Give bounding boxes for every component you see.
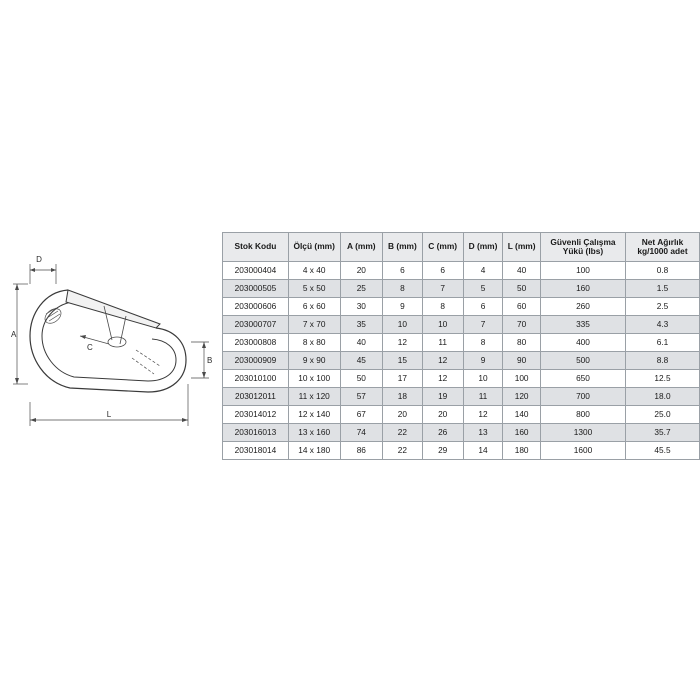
table-cell: 4.3 <box>625 316 699 334</box>
section-hatch <box>42 306 64 327</box>
table-cell: 160 <box>540 280 625 298</box>
col-header-olcu: Ölçü (mm) <box>288 233 340 262</box>
table-cell: 9 x 90 <box>288 352 340 370</box>
table-header-row <box>223 233 700 262</box>
table-cell: 6 <box>463 298 503 316</box>
table-cell: 1300 <box>540 424 625 442</box>
table-cell: 2.5 <box>625 298 699 316</box>
label-d: D <box>36 255 42 264</box>
col-header-guvenli-line1: Güvenli Çalışma <box>550 236 616 247</box>
table-cell: 5 <box>463 280 503 298</box>
table-cell: 20 <box>340 262 383 280</box>
table-cell: 800 <box>540 406 625 424</box>
table-cell: 20 <box>383 406 423 424</box>
table-cell: 70 <box>503 316 541 334</box>
table-cell: 203000707 <box>223 316 289 334</box>
dim-a-arrow-top <box>15 284 19 290</box>
table-cell: 4 <box>463 262 503 280</box>
table-cell: 74 <box>340 424 383 442</box>
table-cell: 35.7 <box>625 424 699 442</box>
label-c: C <box>87 343 93 352</box>
table-cell: 203014012 <box>223 406 289 424</box>
table-cell: 40 <box>503 262 541 280</box>
table-cell: 100 <box>503 370 541 388</box>
table-row <box>223 262 700 280</box>
dim-b-arrow-bottom <box>202 372 206 378</box>
table-cell: 10 <box>422 316 463 334</box>
table-cell: 12.5 <box>625 370 699 388</box>
table-cell: 45 <box>340 352 383 370</box>
table-cell: 50 <box>503 280 541 298</box>
table-row <box>223 424 700 442</box>
table-cell: 10 <box>463 370 503 388</box>
col-header-agirlik-line2: kg/1000 adet <box>637 246 688 256</box>
table-cell: 120 <box>503 388 541 406</box>
table-cell: 11 <box>463 388 503 406</box>
table-cell: 14 <box>463 442 503 460</box>
table-cell: 60 <box>503 298 541 316</box>
table-cell: 1600 <box>540 442 625 460</box>
col-header-l: L (mm) <box>503 233 541 262</box>
table-cell: 203016013 <box>223 424 289 442</box>
table-cell: 7 x 70 <box>288 316 340 334</box>
col-header-c: C (mm) <box>422 233 463 262</box>
table-cell: 13 x 160 <box>288 424 340 442</box>
table-cell: 8.8 <box>625 352 699 370</box>
table-row <box>223 388 700 406</box>
hook-gate <box>66 290 160 328</box>
table-cell: 500 <box>540 352 625 370</box>
table-cell: 18 <box>383 388 423 406</box>
snap-hook-drawing-svg <box>8 232 214 456</box>
table-cell: 15 <box>383 352 423 370</box>
spec-table <box>222 232 700 460</box>
table-cell: 14 x 180 <box>288 442 340 460</box>
table-row <box>223 370 700 388</box>
table-cell: 57 <box>340 388 383 406</box>
table-cell: 6 x 60 <box>288 298 340 316</box>
table-cell: 0.8 <box>625 262 699 280</box>
table-cell: 25 <box>340 280 383 298</box>
table-cell: 19 <box>422 388 463 406</box>
gate-dash-1 <box>136 350 160 366</box>
table-cell: 203010100 <box>223 370 289 388</box>
table-cell: 203000808 <box>223 334 289 352</box>
table-cell: 22 <box>383 424 423 442</box>
table-cell: 140 <box>503 406 541 424</box>
table-cell: 203000505 <box>223 280 289 298</box>
table-cell: 30 <box>340 298 383 316</box>
label-b: B <box>207 356 213 365</box>
table-cell: 11 <box>422 334 463 352</box>
table-cell: 6 <box>422 262 463 280</box>
table-cell: 12 <box>383 334 423 352</box>
table-cell: 22 <box>383 442 423 460</box>
table-cell: 9 <box>383 298 423 316</box>
table-cell: 400 <box>540 334 625 352</box>
table-cell: 203018014 <box>223 442 289 460</box>
col-header-agirlik-line1: Net Ağırlık <box>641 236 684 247</box>
dim-d-arrow-right <box>51 268 56 272</box>
table-row <box>223 280 700 298</box>
table-cell: 12 <box>422 370 463 388</box>
table-cell: 4 x 40 <box>288 262 340 280</box>
table-cell: 29 <box>422 442 463 460</box>
table-cell: 203000909 <box>223 352 289 370</box>
table-cell: 9 <box>463 352 503 370</box>
table-cell: 260 <box>540 298 625 316</box>
col-header-net-agirlik <box>625 233 699 262</box>
col-header-a: A (mm) <box>340 233 383 262</box>
dim-d-arrow-left <box>30 268 35 272</box>
gate-hinge <box>108 337 126 347</box>
dim-a-arrow-bottom <box>15 378 19 384</box>
table-cell: 40 <box>340 334 383 352</box>
table-cell: 26 <box>422 424 463 442</box>
table-cell: 11 x 120 <box>288 388 340 406</box>
table-cell: 67 <box>340 406 383 424</box>
table-row <box>223 442 700 460</box>
table-cell: 8 <box>463 334 503 352</box>
table-cell: 20 <box>422 406 463 424</box>
table-cell: 50 <box>340 370 383 388</box>
col-header-stok-kodu: Stok Kodu <box>223 233 289 262</box>
table-cell: 650 <box>540 370 625 388</box>
spec-table-body <box>223 262 700 460</box>
table-cell: 12 <box>422 352 463 370</box>
dim-b-arrow-top <box>202 342 206 348</box>
table-row <box>223 316 700 334</box>
table-cell: 203000606 <box>223 298 289 316</box>
table-row <box>223 406 700 424</box>
table-cell: 203000404 <box>223 262 289 280</box>
table-cell: 1.5 <box>625 280 699 298</box>
table-row <box>223 334 700 352</box>
table-cell: 100 <box>540 262 625 280</box>
table-cell: 5 x 50 <box>288 280 340 298</box>
table-cell: 90 <box>503 352 541 370</box>
table-cell: 86 <box>340 442 383 460</box>
table-cell: 6 <box>383 262 423 280</box>
col-header-guvenli-calisma-yuku <box>540 233 625 262</box>
table-cell: 12 x 140 <box>288 406 340 424</box>
table-cell: 45.5 <box>625 442 699 460</box>
table-cell: 8 x 80 <box>288 334 340 352</box>
table-cell: 6.1 <box>625 334 699 352</box>
col-header-guvenli-line2: Yükü (lbs) <box>562 246 604 256</box>
label-l: L <box>106 410 112 419</box>
col-header-d: D (mm) <box>463 233 503 262</box>
gate-dash-2 <box>132 358 154 374</box>
dim-c-arrow <box>80 335 86 339</box>
table-cell: 7 <box>422 280 463 298</box>
table-cell: 7 <box>463 316 503 334</box>
product-technical-drawing <box>8 232 214 456</box>
table-cell: 180 <box>503 442 541 460</box>
table-cell: 10 x 100 <box>288 370 340 388</box>
table-cell: 8 <box>383 280 423 298</box>
table-cell: 13 <box>463 424 503 442</box>
table-row <box>223 298 700 316</box>
table-cell: 18.0 <box>625 388 699 406</box>
label-a: A <box>11 330 17 339</box>
spec-table-container <box>222 232 700 460</box>
table-cell: 12 <box>463 406 503 424</box>
dim-l-arrow-left <box>30 418 36 422</box>
table-cell: 335 <box>540 316 625 334</box>
table-cell: 25.0 <box>625 406 699 424</box>
table-cell: 10 <box>383 316 423 334</box>
table-cell: 80 <box>503 334 541 352</box>
table-row <box>223 352 700 370</box>
table-cell: 8 <box>422 298 463 316</box>
spec-table-head <box>223 233 700 262</box>
dim-l-arrow-right <box>182 418 188 422</box>
col-header-b: B (mm) <box>383 233 423 262</box>
table-cell: 203012011 <box>223 388 289 406</box>
table-cell: 17 <box>383 370 423 388</box>
table-cell: 160 <box>503 424 541 442</box>
table-cell: 35 <box>340 316 383 334</box>
table-cell: 700 <box>540 388 625 406</box>
